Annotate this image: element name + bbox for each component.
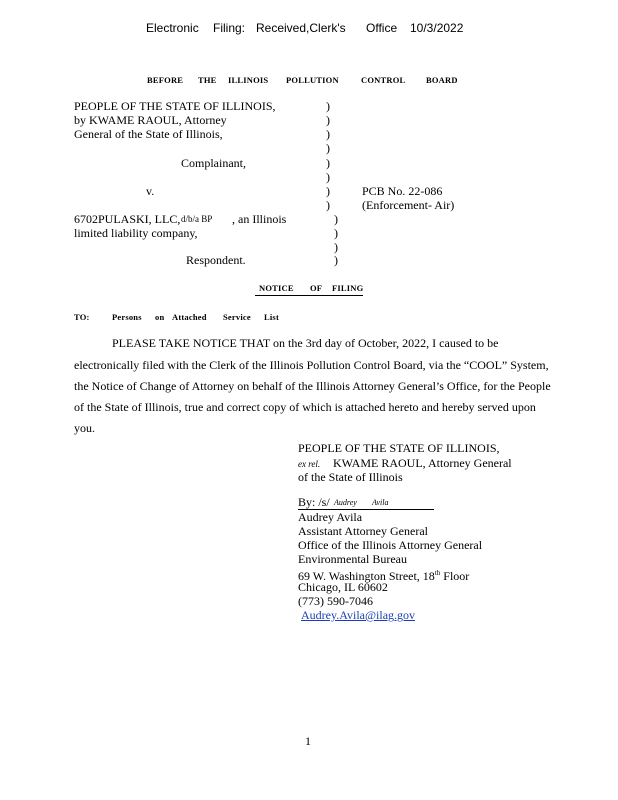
filing-stamp-filing: Filing: [213,21,246,35]
plaintiff-line: General of the State of Illinois, [74,127,223,141]
signer-city: Chicago, IL 60602 [298,580,388,594]
to-line-word: on [155,312,165,322]
signer-name: Audrey Avila [298,510,363,524]
to-label: TO: [74,312,90,322]
caption-paren: ) [326,170,330,184]
page-number: 1 [305,734,311,748]
defendant-line-2: limited liability company, [74,226,198,240]
caption-paren: ) [334,240,338,254]
filing-stamp-office: Office [366,21,398,35]
to-line-word: Persons [112,312,142,322]
filing-stamp-received: Received,Clerk's [256,21,346,35]
signer-office: Office of the Illinois Attorney General [298,538,483,552]
signature-by: By: /s/ [298,495,330,509]
caption-paren: ) [326,141,330,155]
respondent-label: Respondent. [186,253,246,267]
notice-heading [255,283,363,296]
plaintiff-line: PEOPLE OF THE STATE OF ILLINOIS, [74,99,276,113]
caption-paren: ) [326,99,330,113]
signer-bureau: Environmental Bureau [298,552,407,566]
street-floor: Floor [443,569,470,583]
complainant-label: Complainant, [181,156,246,170]
defendant-name-rest: , an Illinois [232,212,287,226]
to-line-word: Attached [172,312,207,322]
board-heading-word: POLLUTION [286,75,339,85]
board-heading-word: BEFORE [147,75,184,85]
to-line-word: Service [223,312,251,322]
signature-name-script: Avila [372,498,389,507]
board-heading-word: BOARD [426,75,458,85]
caption-paren: ) [326,156,330,170]
signature-name-script: Audrey [334,498,357,507]
street-text: 69 W. Washington Street, 18 [298,569,435,583]
case-type: (Enforcement- Air) [362,198,455,212]
board-heading-word: ILLINOIS [228,75,269,85]
defendant-name: 6702PULASKI, LLC, [74,212,181,226]
caption-paren: ) [334,212,338,226]
notice-paragraph-line: the Notice of Change of Attorney on behalf of the Illinois Attorney General’s Office, for the People [74,379,551,393]
signer-email-link[interactable]: Audrey.Avila@ilag.gov [301,608,416,622]
street-superscript: th [434,569,441,577]
to-line-word: List [264,312,279,322]
caption-paren: ) [326,184,330,198]
notice-paragraph-line: PLEASE TAKE NOTICE THAT on the 3rd day of October, 2022, I caused to be [112,336,499,350]
notice-paragraph-line: electronically filed with the Clerk of the Illinois Pollution Control Board, via the “COOL” System, [74,358,549,372]
caption-paren: ) [326,198,330,212]
ex-rel: ex rel. [298,459,321,469]
signature-line [298,495,434,510]
board-heading-word: THE [198,75,217,85]
case-number: PCB No. 22-086 [362,184,443,198]
signature-party: PEOPLE OF THE STATE OF ILLINOIS, [298,441,500,455]
filing-stamp-electronic: Electronic [146,21,199,35]
notice-heading-word: NOTICE [259,283,294,293]
caption-paren: ) [326,113,330,127]
caption-paren: ) [326,127,330,141]
caption-paren: ) [334,253,338,267]
notice-paragraph-line: you. [74,421,95,435]
notice-heading-word: OF [310,283,323,293]
signature-attorney-general: KWAME RAOUL, Attorney General [333,456,512,470]
caption-paren: ) [334,226,338,240]
defendant-dba: d/b/a BP [181,214,213,224]
signature-state: of the State of Illinois [298,470,403,484]
board-heading-word: CONTROL [361,75,406,85]
versus-label: v. [146,184,155,198]
signer-phone: (773) 590-7046 [298,594,373,608]
notice-heading-word: FILING [332,283,364,293]
filing-stamp-date: 10/3/2022 [410,21,464,35]
signer-title: Assistant Attorney General [298,524,428,538]
plaintiff-line: by KWAME RAOUL, Attorney [74,113,227,127]
notice-paragraph-line: of the State of Illinois, true and correct copy of which is attached hereto and hereby served upon [74,400,536,414]
